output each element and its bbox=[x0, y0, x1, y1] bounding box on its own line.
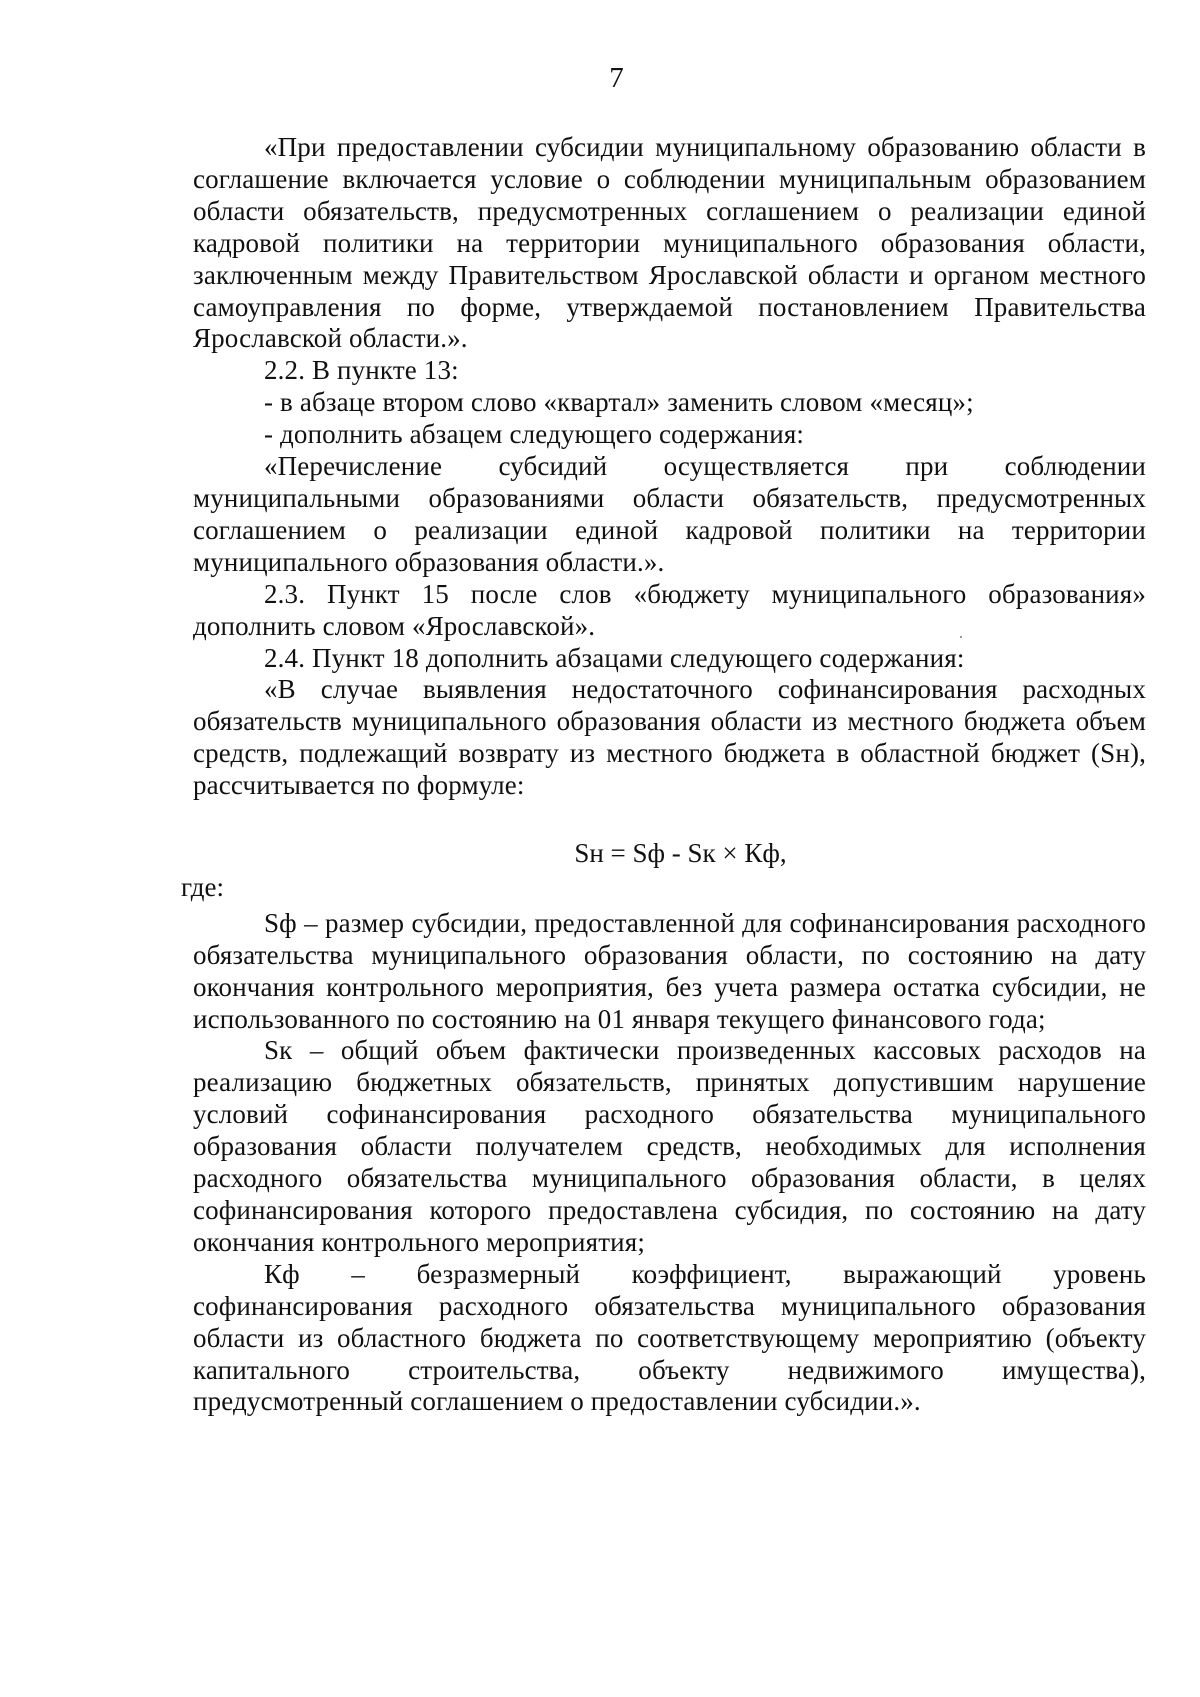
document-body bbox=[181, 132, 1146, 1418]
paragraph-item-2-4: 2.4. Пункт 18 дополнить абзацами следующего содержания: bbox=[264, 642, 965, 673]
paragraph-add-paragraph: - дополнить абзацем следующего содержания: bbox=[264, 419, 805, 450]
paragraph-insufficient-cofinancing: «В случае выявления недостаточного софинансирования расходных обязательств муниципального образования области из местного бюджета объем средств, подлежащий возврату из местного бюджета в областной бюджет (Sн), рассчитывается по формуле: bbox=[193, 674, 1146, 801]
paragraph-subsidy-condition: «При предоставлении субсидии муниципальному образованию области в соглашение включается условие о соблюдении муниципальным образованием области обязательств, предусмотренных соглашением о реализации единой кадровой политики на территории муниципального образования области, заключенным между Правительством Ярославской области и органом местного самоуправления по форме, утверждаемой постановлением Правительства Ярославской области.». bbox=[193, 132, 1146, 354]
paragraph-item-2-3: 2.3. Пункт 15 после слов «бюджету муниципального образования» дополнить словом «Ярославской». bbox=[193, 578, 1146, 641]
scan-speck bbox=[960, 636, 962, 638]
where-label: где: bbox=[181, 871, 224, 902]
paragraph-replace-word: - в абзаце втором слово «квартал» заменить словом «месяц»; bbox=[264, 387, 974, 418]
formula: Sн = Sф - Sк × Кф, bbox=[574, 838, 787, 869]
definition-kf: Кф – безразмерный коэффициент, выражающий уровень софинансирования расходного обязательства муниципального образования области из областного бюджета по соответствующему мероприятию (объекту капитального строительства, объекту недвижимого имущества), предусмотренный соглашением о предоставлении субсидии.». bbox=[193, 1258, 1146, 1417]
definition-sk: Sк – общий объем фактически произведенных кассовых расходов на реализацию бюджетных обязательств, принятых допустившим нарушение условий софинансирования расходного обязательства муниципального образования области получателем средств, необходимых для исполнения расходного обязательства муниципального образования области, в целях софинансирования которого предоставлена субсидия, по состоянию на дату окончания контрольного мероприятия; bbox=[193, 1035, 1146, 1257]
page-number: 7 bbox=[609, 62, 624, 94]
paragraph-item-2-2: 2.2. В пункте 13: bbox=[264, 355, 459, 386]
paragraph-transfer-subsidies: «Перечисление субсидий осуществляется при соблюдении муниципальными образованиями области обязательств, предусмотренных соглашением о реализации единой кадровой политики на территории муниципального образования области.». bbox=[193, 451, 1146, 577]
definition-sf: Sф – размер субсидии, предоставленной для софинансирования расходного обязательства муниципального образования области, по состоянию на дату окончания контрольного мероприятия, без учета размера остатка субсидии, не использованного по состоянию на 01 января текущего финансового года; bbox=[193, 907, 1146, 1034]
